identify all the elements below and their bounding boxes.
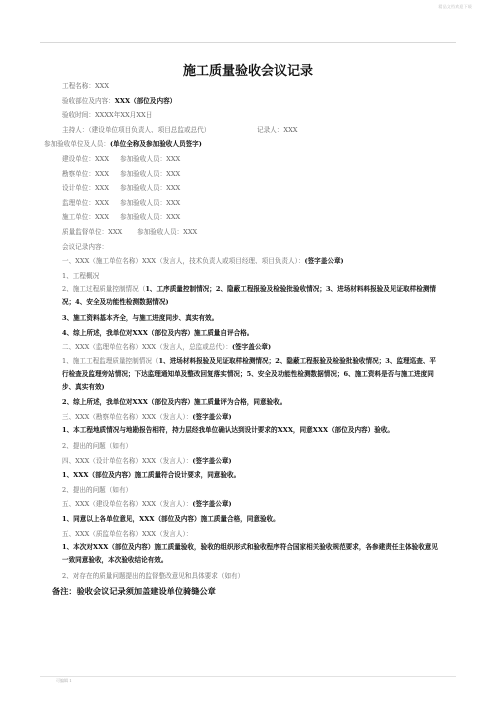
- scope-value: XXX（部位及内容）: [114, 96, 177, 105]
- unit-people: 参加验收人员：XXX: [120, 198, 181, 207]
- section-6-heading: 五、XXX（质监单位名称）XXX（发言人）：: [62, 529, 193, 538]
- section-5-heading: [62, 497, 442, 512]
- unit-row: [62, 210, 442, 225]
- host-recorder-line: [62, 123, 442, 138]
- host: 主持人：（建设单位项目负责人、项目总监或总代）: [62, 125, 211, 134]
- minutes-label: 会议记录内容：: [62, 242, 109, 251]
- header-note: 精品文档欢迎下载: [438, 4, 472, 9]
- sign-stamp-note: (签字盖公章): [231, 343, 272, 352]
- participants-label: 参加验收单位及人员：: [44, 140, 110, 149]
- unit-people: 参加验收人员：XXX: [120, 154, 181, 163]
- section-4-item-1: 1、XXX（部位及内容）施工质量符合设计要求，同意验收。: [62, 471, 241, 480]
- supervision-unit: 质量监督单位：XXX: [62, 227, 123, 236]
- footer-divider: [40, 676, 456, 677]
- unit-row: [62, 181, 442, 196]
- section-heading-text: 一、XXX（施工单位名称）XXX（发言人，技术负责人或项目经理、项目负责人）：: [62, 257, 305, 266]
- section-3-item-2: 2、提出的问题（如有）: [62, 442, 133, 451]
- section-heading-text: 五、XXX（建设单位名称）XXX（发言人）：: [62, 500, 193, 509]
- item-details: 1、进场材料报验及见证取样检测情况；2、隐蔽工程报验及检验批验收情况；3、监理巡查、平行检查及监理旁站情况；下达监理通知单及整改回复落实情况；5、安全及功能性检测数据情况；6、施工资料是否与施工进度同步、真实有效): [62, 356, 437, 391]
- section-1-item-4: 4、综上所述，我单位对XXX（部位及内容）施工质量自评合格。: [62, 328, 254, 337]
- section-2-heading: [62, 340, 442, 355]
- section-4-item-2: 2、提出的问题（如有）: [62, 485, 133, 494]
- unit-people: 参加验收人员：XXX: [120, 213, 181, 222]
- section-5-item-1: 1、同意以上各单位意见，XXX（部位及内容）施工质量合格，同意验收。: [62, 515, 280, 524]
- sign-stamp-note: (签字盖公章): [304, 257, 344, 266]
- section-1-heading: [62, 254, 442, 269]
- unit-people: 参加验收人员：XXX: [120, 184, 181, 193]
- remark: 备注：验收会议记录须加盖建设单位骑缝公章: [52, 586, 216, 597]
- sign-stamp-note: (签字盖公章): [192, 412, 232, 421]
- unit-row: [62, 196, 442, 211]
- page-title: 施工质量验收会议记录: [182, 64, 313, 79]
- acceptance-time: 验收时间：XXXX年XX月XX日: [62, 111, 153, 120]
- document-body: [44, 79, 442, 599]
- section-1-item-3: 3、施工资料基本齐全，与施工进度同步、真实有效。: [62, 313, 219, 322]
- item-prefix: 2、施工过程质量控制情况（: [62, 285, 146, 294]
- scope-label: 验收部位及内容：: [62, 96, 115, 105]
- supervision-people: 参加验收人员：XXX: [137, 227, 198, 236]
- unit-name: 建设单位：XXX: [62, 154, 110, 163]
- section-3-item-1: 1、本工程地质情况与地勘报告相符，持力层经我单位确认达到设计要求的XXX，同意XXX（部位及内容）验收。: [62, 426, 395, 435]
- section-3-heading: [62, 410, 442, 425]
- section-1-item-1: 1、工程概况: [62, 271, 100, 280]
- unit-people: 参加验收人员：XXX: [120, 169, 181, 178]
- section-2-item-2: 2、综上所述，我单位对XXX（部位及内容）施工质量评为合格，同意验收。: [62, 398, 287, 407]
- item-prefix: 1、施工工程监理质量控制情况（: [62, 356, 159, 365]
- unit-row: [62, 167, 442, 182]
- unit-name: 施工单位：XXX: [62, 213, 110, 222]
- participants-value: (单位全称及参加验收人员签字): [109, 140, 202, 149]
- section-2-item-1: [62, 355, 442, 394]
- header-divider: [40, 42, 456, 43]
- section-6-item-1: 1、本次对XXX（部位及内容）施工质量验收，验收的组织形式和验收程序符合国家相关验收规范要求，各参建责任主体验收意见一致同意验收，本次验收结论有效。: [62, 543, 438, 565]
- section-1-item-2: [62, 283, 442, 309]
- sign-stamp-note: (签字盖公章): [192, 456, 232, 465]
- item-details: 1、工序质量控制情况；2、隐蔽工程报验及检验批验收情况；3、进场材料料报验及见证取样检测情况；4、安全及功能性检测数据情况): [62, 285, 437, 307]
- sign-stamp-note: (签字盖公章): [192, 500, 232, 509]
- acceptance-scope: [62, 94, 442, 109]
- unit-name: 勘察单位：XXX: [62, 169, 110, 178]
- participants-line: [44, 137, 442, 152]
- section-heading-text: 二、XXX（监理单位名称）XXX（发言人，总监或总代）：: [62, 343, 232, 352]
- recorder: 记录人：XXX: [257, 125, 298, 134]
- footer-page-label: 可编辑 1: [56, 678, 72, 683]
- supervision-row: [62, 225, 442, 240]
- unit-name: 设计单位：XXX: [62, 184, 110, 193]
- unit-row: [62, 152, 442, 167]
- section-6-item-2: 2、对存在的质量问题提出的监督整改意见和具体要求（如有）: [62, 571, 245, 580]
- project-name: 工程名称：XXX: [62, 82, 110, 90]
- section-4-heading: [62, 454, 442, 469]
- section-heading-text: 三、XXX（勘察单位名称）XXX（发言人）：: [62, 412, 193, 421]
- section-heading-text: 四、XXX（设计单位名称）XXX（发言人）：: [62, 456, 193, 465]
- unit-name: 监理单位：XXX: [62, 198, 110, 207]
